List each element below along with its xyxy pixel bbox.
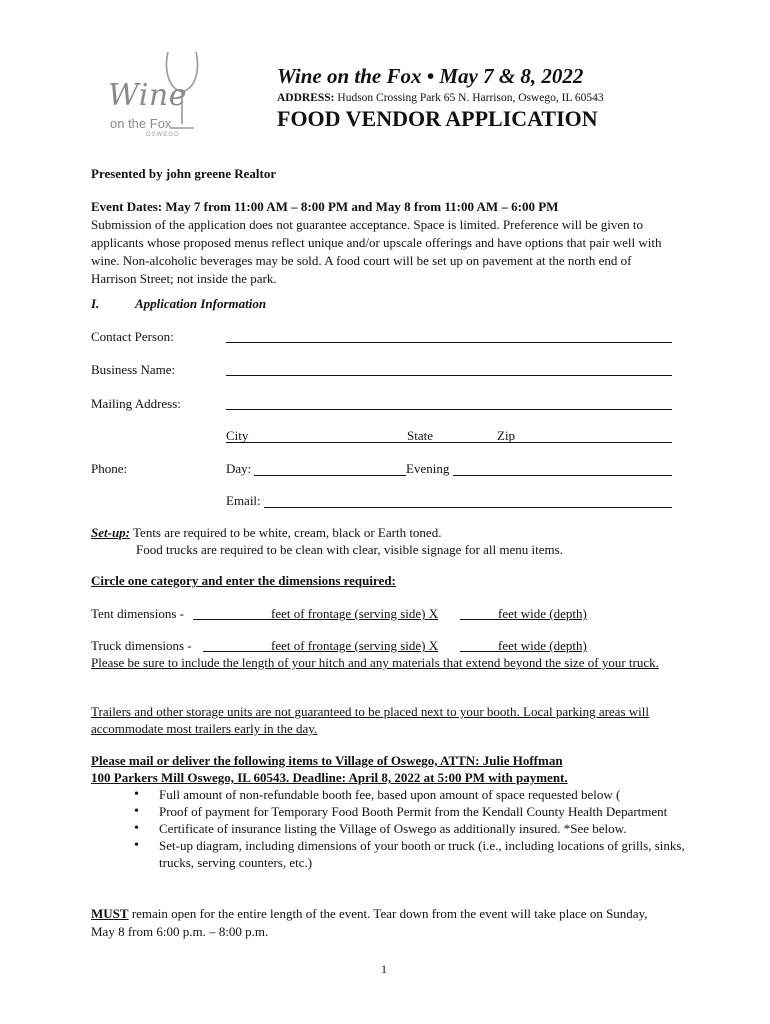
event-description: Submission of the application does not guarantee acceptance. Space is limited. Preference will be given to applicants whose proposed menus reflect unique and/or upscale offerings and have options that pair well with wine. Non-alcoholic beverages may be sold. A food court will be set up on pavement at the north end of Harrison Street; not inside the park.: [91, 217, 662, 286]
event-dates: Event Dates: May 7 from 11:00 AM – 8:00 PM and May 8 from 11:00 AM – 6:00 PM: [91, 199, 559, 214]
list-item: • Certificate of insurance listing the Village of Oswego as additionally insured. *See below.: [131, 820, 691, 837]
tent-frontage-text: feet of frontage (serving side) X: [271, 606, 439, 621]
section-number: I.: [91, 296, 100, 311]
list-item: • Set-up diagram, including dimensions of your booth or truck (i.e., including locations of grills, sinks, trucks, serving counters, etc.): [131, 837, 691, 871]
day-phone-field[interactable]: [254, 475, 406, 476]
contact-person-label: Contact Person:: [91, 329, 174, 344]
event-address: [277, 92, 604, 104]
section-title: Application Information: [135, 296, 267, 311]
tent-width-field[interactable]: [460, 619, 498, 620]
tent-frontage-field[interactable]: [193, 619, 271, 620]
truck-frontage-text: feet of frontage (serving side) X: [271, 638, 439, 653]
mail-line2: 100 Parkers Mill Oswego, IL 60543. Deadline: April 8, 2022 at 5:00 PM with payment.: [91, 770, 568, 785]
email-label: Email:: [226, 493, 261, 508]
logo-wine-text: Wine: [108, 78, 187, 113]
hitch-note: Please be sure to include the length of your hitch and any materials that extend beyond the size of your truck.: [91, 655, 659, 670]
email-field[interactable]: [264, 507, 672, 508]
event-block: [91, 198, 673, 288]
wine-on-the-fox-logo: [100, 48, 220, 140]
mail-instructions: [91, 752, 691, 786]
required-items-list: [131, 786, 691, 871]
logo-sub-text: on the Fox: [110, 116, 172, 131]
day-phone-label: Day:: [226, 461, 252, 476]
business-name-field[interactable]: [226, 375, 672, 376]
truck-width-text: feet wide (depth): [498, 638, 587, 653]
page-number: 1: [381, 962, 387, 976]
mail-line1: Please mail or deliver the following items to Village of Oswego, ATTN: Julie Hoffman: [91, 753, 563, 768]
list-item: • Proof of payment for Temporary Food Booth Permit from the Kendall County Health Department: [131, 803, 691, 820]
tent-dimensions-label: Tent dimensions -: [91, 606, 184, 621]
tent-width-text: feet wide (depth): [498, 606, 587, 621]
phone-label: Phone:: [91, 461, 128, 476]
setup-line2: Food trucks are required to be clean with clear, visible signage for all menu items.: [136, 542, 563, 557]
truck-dimensions-label: Truck dimensions -: [91, 638, 192, 653]
trailers-note: Trailers and other storage units are not guaranteed to be placed next to your booth. Local parking areas will accommodate most trailers early in the day.: [91, 704, 649, 736]
presented-by: Presented by john greene Realtor: [91, 166, 277, 181]
city-state-zip-field[interactable]: [226, 442, 672, 443]
city-label: City: [226, 428, 249, 443]
truck-width-field[interactable]: [460, 651, 498, 652]
evening-phone-label: Evening: [406, 461, 450, 476]
setup-line1: Tents are required to be white, cream, black or Earth toned.: [133, 525, 442, 540]
mailing-address-label: Mailing Address:: [91, 396, 181, 411]
zip-label: Zip: [497, 428, 516, 443]
must-rest: remain open for the entire length of the event. Tear down from the event will take place on Sunday, May 8 from 6:00 p.m. – 8:00 p.m.: [91, 906, 648, 939]
address-value: Hudson Crossing Park 65 N. Harrison, Oswego, IL 60543: [337, 92, 604, 104]
mailing-address-field[interactable]: [226, 409, 672, 410]
business-name-label: Business Name:: [91, 362, 176, 377]
event-title: Wine on the Fox • May 7 & 8, 2022: [277, 64, 584, 88]
circle-category-heading: Circle one category and enter the dimensions required:: [91, 573, 396, 588]
must-remain-open-note: [91, 905, 671, 941]
must-word: MUST: [91, 906, 129, 921]
state-label: State: [407, 428, 433, 443]
address-label: ADDRESS:: [277, 92, 335, 104]
setup-label: Set-up:: [91, 525, 130, 540]
contact-person-field[interactable]: [226, 342, 672, 343]
list-item: • Full amount of non-refundable booth fee, based upon amount of space requested below (: [131, 786, 691, 803]
evening-phone-field[interactable]: [453, 475, 672, 476]
truck-frontage-field[interactable]: [203, 651, 271, 652]
setup-block: [91, 524, 691, 558]
logo-small-text: OSWEGO: [146, 132, 180, 138]
form-title: FOOD VENDOR APPLICATION: [277, 106, 598, 131]
